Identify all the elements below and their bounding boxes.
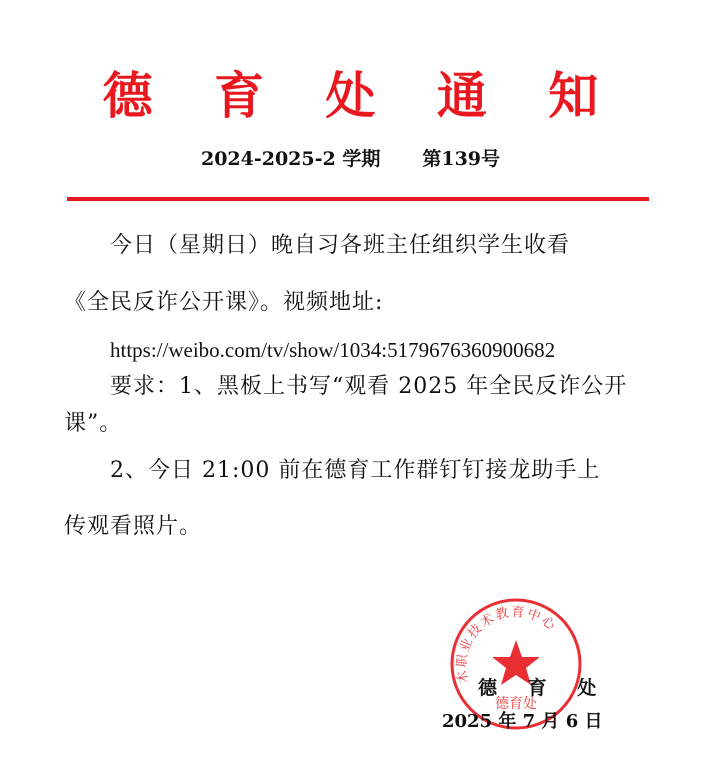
- issue-line: [0, 146, 701, 172]
- requirement-1-line-1: 要求：1、黑板上书写“观看 2025 年全民反诈公开: [110, 374, 628, 399]
- paragraph-1-line-1: 今日（星期日）晚自习各班主任组织学生收看: [110, 233, 571, 258]
- signature-office: 德 育 处: [478, 677, 609, 699]
- paragraph-1-line-2: 《全民反诈公开课》。视频地址:: [64, 290, 384, 315]
- issue-number: 第139号: [422, 148, 501, 170]
- seal-ring-text: 木职业技术教育中心: [454, 604, 560, 685]
- notice-title: 德 育 处 通 知: [102, 66, 621, 125]
- red-divider: [67, 197, 649, 201]
- video-url[interactable]: https://weibo.com/tv/show/1034:5179676360900682: [110, 338, 556, 362]
- signature-date: 2025 年 7 月 6 日: [442, 711, 603, 732]
- requirement-1-line-2: 课”。: [64, 411, 123, 436]
- requirement-2-line-1: 2、今日 21:00 前在德育工作群钉钉接龙助手上: [110, 458, 601, 483]
- term-label: 2024-2025-2 学期: [200, 148, 381, 170]
- seal-center-text: 德育处: [495, 696, 537, 712]
- requirement-2-line-2: 传观看照片。: [64, 514, 203, 539]
